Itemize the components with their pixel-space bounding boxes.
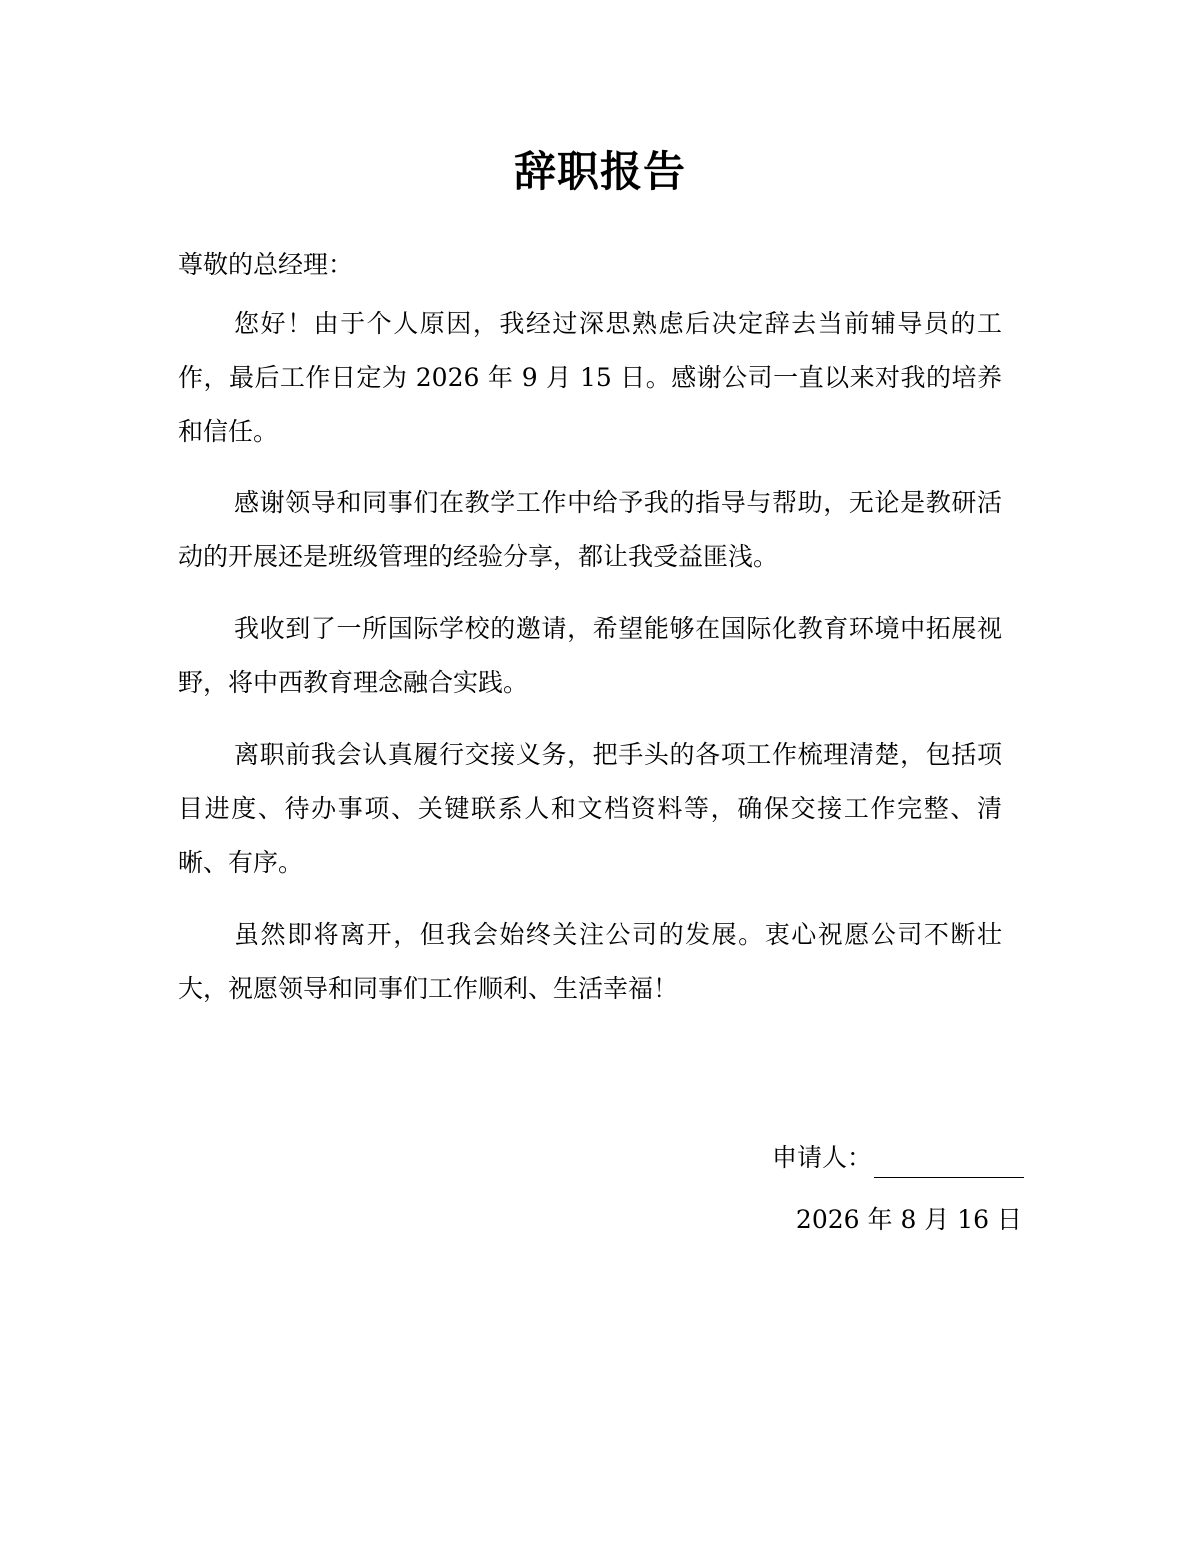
paragraph-reason: 您好！由于个人原因，我经过深思熟虑后决定辞去当前辅导员的工作，最后工作日定为 2026 年 9 月 15 日。感谢公司一直以来对我的培养和信任。 (178, 309, 1002, 446)
paragraph-wishes: 虽然即将离开，但我会始终关注公司的发展。衷心祝愿公司不断壮大，祝愿领导和同事们工作顺利、生活幸福！ (178, 920, 1002, 1003)
document-title: 辞职报告 (513, 147, 686, 196)
signature-label: 申请人： (771, 1143, 872, 1172)
paragraph-thanks: 感谢领导和同事们在教学工作中给予我的指导与帮助，无论是教研活动的开展还是班级管理的经验分享，都让我受益匪浅。 (178, 488, 1002, 571)
paragraph-handover: 离职前我会认真履行交接义务，把手头的各项工作梳理清楚，包括项目进度、待办事项、关键联系人和文档资料等，确保交接工作完整、清晰、有序。 (178, 740, 1002, 877)
document-date: 2026 年 8 月 16 日 (795, 1205, 1022, 1234)
paragraph-new-opportunity: 我收到了一所国际学校的邀请，希望能够在国际化教育环境中拓展视野，将中西教育理念融合实践。 (178, 614, 1002, 697)
signature-block (772, 1138, 1024, 1178)
signature-line (874, 1147, 1024, 1178)
salutation: 尊敬的总经理： (178, 250, 354, 279)
